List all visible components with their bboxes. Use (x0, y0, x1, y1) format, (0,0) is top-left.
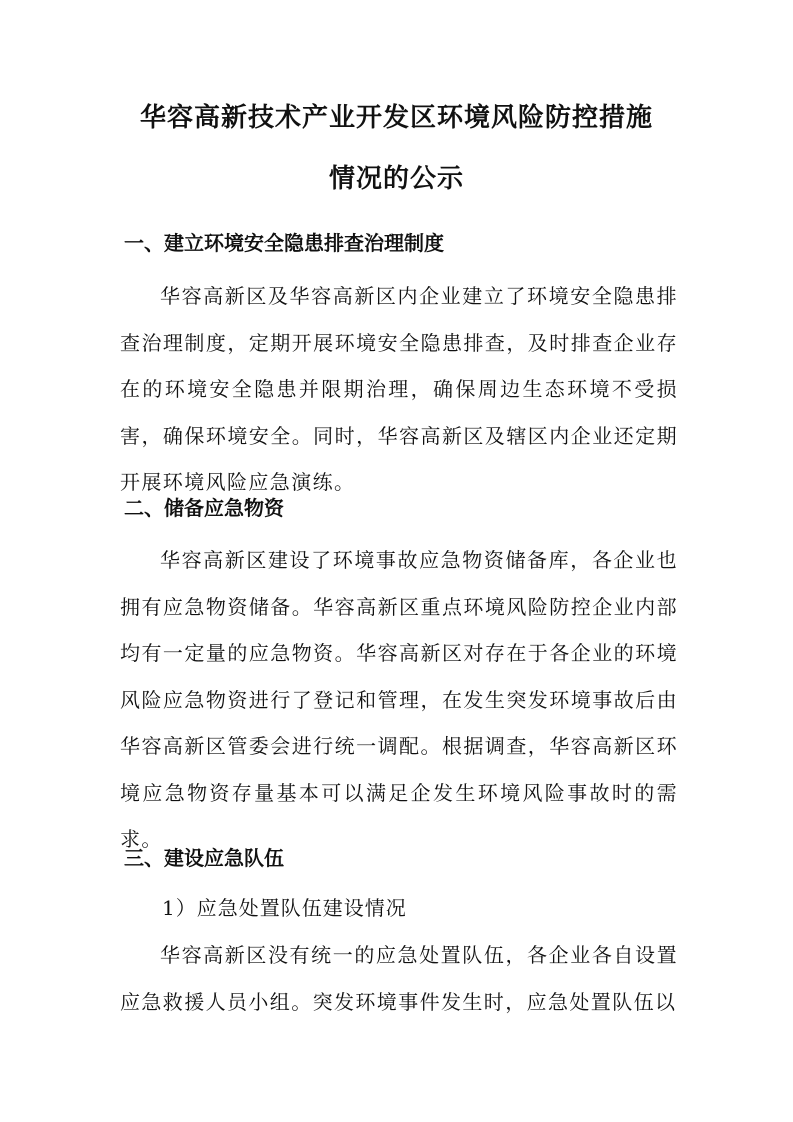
section-1-heading: 一、建立环境安全隐患排查治理制度 (124, 231, 444, 255)
section-3-paragraph: 华容高新区没有统一的应急处置队伍，各企业各自设置应急救援人员小组。突发环境事件发生时，应急处置队伍以 (120, 943, 678, 1014)
document-title-line-1: 华容高新技术产业开发区环境风险防控措施 (139, 103, 653, 133)
section-3-heading: 三、建设应急队伍 (124, 846, 284, 870)
document-title-line-2: 情况的公示 (328, 164, 464, 194)
section-2-paragraph: 华容高新区建设了环境事故应急物资储备库，各企业也拥有应急物资储备。华容高新区重点环境风险防控企业内部均有一定量的应急物资。华容高新区对存在于各企业的环境风险应急物资进行了登记和管理，在发生突发环境事故后由华容高新区管委会进行统一调配。根据调查，华容高新区环境应急物资存量基本可以满足企发生环境风险事故时的需求。 (120, 548, 678, 851)
section-2-heading: 二、储备应急物资 (124, 496, 284, 520)
section-1-paragraph: 华容高新区及华容高新区内企业建立了环境安全隐患排查治理制度，定期开展环境安全隐患排查，及时排查企业存在的环境安全隐患并限期治理，确保周边生态环境不受损害，确保环境安全。同时，华容高新区及辖区内企业还定期开展环境风险应急演练。 (120, 284, 678, 494)
section-3-subheading: 1）应急处置队伍建设情况 (162, 896, 407, 920)
